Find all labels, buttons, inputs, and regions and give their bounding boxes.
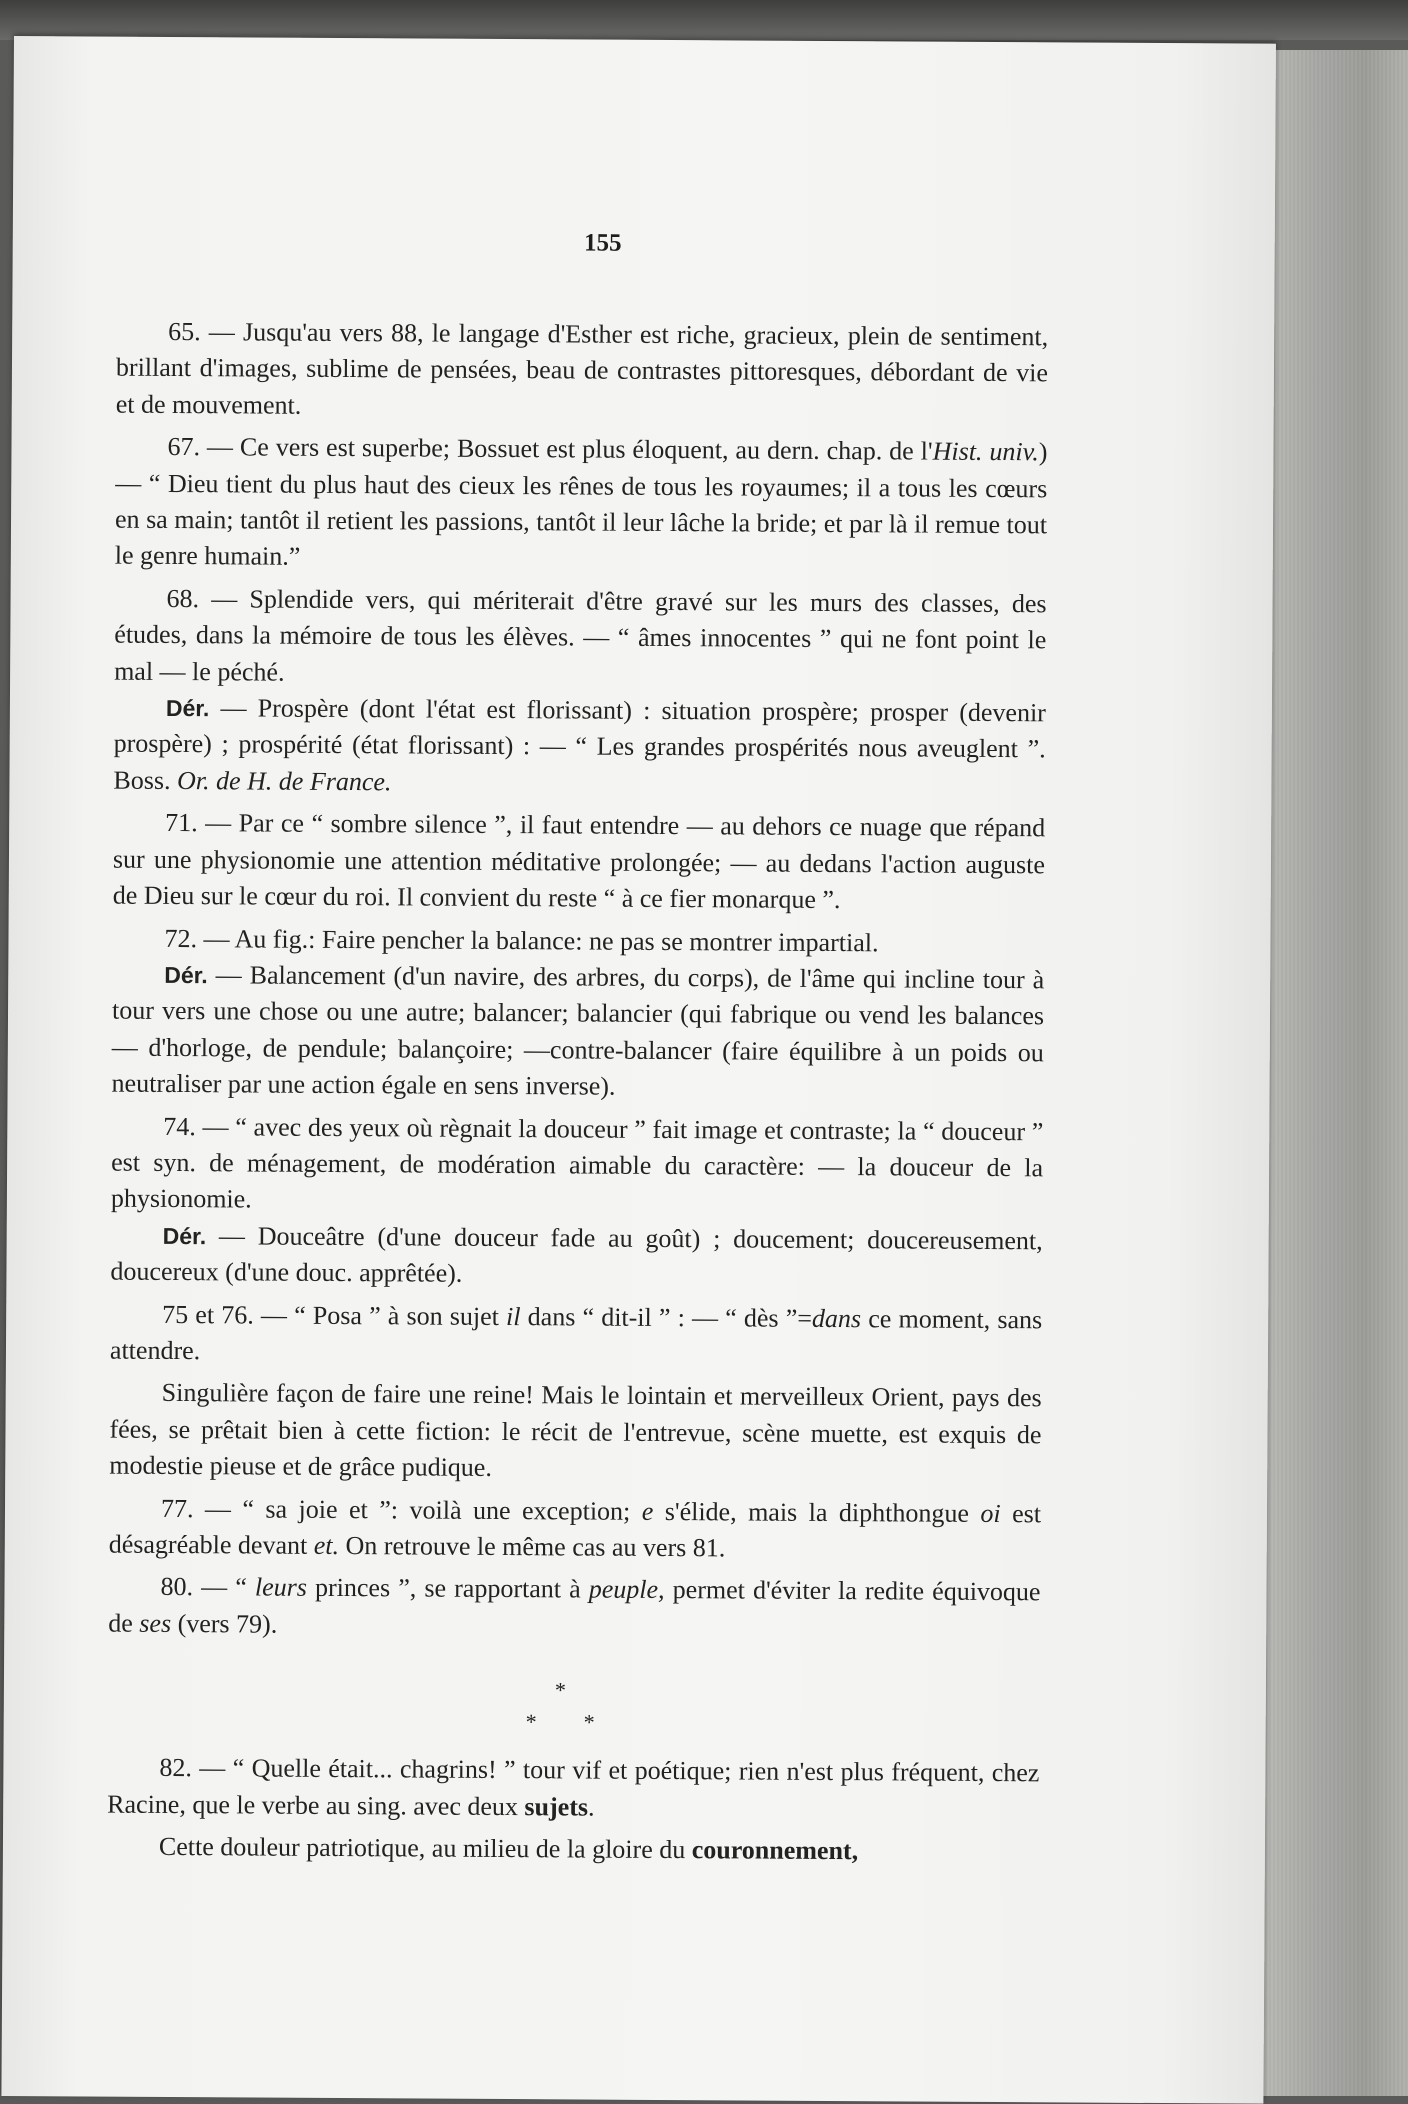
asterisk: * xyxy=(554,1677,566,1703)
derivation-balancement: Dér. — Balancement (d'un navire, des arbres, du corps), de l'âme qui incline tour à tour vers une chose ou une autre; balancer; balancier (qui fabrique ou vend les balances — d'horloge, de pendule; balançoire; —contre-balancer (faire équilibre à un poids ou neutraliser par une action égale en sens inverse). xyxy=(111,960,1045,1101)
page-body xyxy=(107,314,1048,1871)
derivation-prospere: Dér. — Prospère (dont l'état est florissant) : situation prospère; prosper (devenir prospère) ; prospérité (état florissant) : — “ Les grandes prospérités nous aveuglent ”. Boss. Or. de H. de France. xyxy=(113,693,1046,797)
der-label: Dér. xyxy=(164,961,208,989)
section-asterism xyxy=(108,1652,1041,1750)
note-75-76: 75 et 76. — “ Posa ” à son sujet il dans “ dit-il ” : — “ dès ”=dans ce moment, sans attendre. xyxy=(109,1299,1043,1366)
asterisk: * xyxy=(583,1709,595,1735)
der-label: Dér. xyxy=(162,1222,207,1249)
note-71: 71. — Par ce “ sombre silence ”, il faut entendre — au dehors ce nuage que répand sur une physionomie une attention méditative prolongée; — au dedans l'action auguste de Dieu sur le cœur du roi. Il convient du reste “ à ce fier monarque ”. xyxy=(112,808,1046,915)
derivation-douceatre: Dér. — Douceâtre (d'une douceur fade au goût) ; doucement; doucereusement, doucereux (d'une douc. apprêtée). xyxy=(110,1220,1043,1288)
note-80: 80. — “ leurs princes ”, se rapportant à peuple, permet d'éviter la redite équivoque de ses (vers 79). xyxy=(108,1572,1041,1639)
italic-ref: Hist. univ. xyxy=(932,436,1039,467)
note-65: 65. — Jusqu'au vers 88, le langage d'Esther est riche, gracieux, plein de sentiment, brillant d'images, sublime de pensées, beau de contrastes pittoresques, débordant de vie et de mouvement. xyxy=(115,316,1049,420)
note-74: 74. — “ avec des yeux où règnait la douceur ” fait image et contraste; la “ douceur ” est syn. de ménagement, de modération aimable du caractère: — la douceur de la physionomie. xyxy=(110,1111,1044,1214)
note-67: 67. — Ce vers est superbe; Bossuet est plus éloquent, au dern. chap. de l'Hist. univ.) — “ Dieu tient du plus haut des cieux les rênes de tous les royaumes; il a tous les cœurs en sa main; tantôt il retient les passions, tantôt il leur lâche la bride; et par là il remue tout le genre humain.” xyxy=(114,432,1048,572)
note-77: 77. — “ sa joie et ”: voilà une exception; e s'élide, mais la diphthongue oi est désagréable devant et. On retrouve le même cas au vers 81. xyxy=(108,1493,1042,1563)
note-72: 72. — Au fig.: Faire pencher la balance: ne pas se montrer impartial. xyxy=(164,923,879,957)
book-page xyxy=(1,36,1276,2104)
remark-cette-douleur: Cette douleur patriotique, au milieu de la gloire du couronnement, xyxy=(158,1831,859,1866)
page-number: 155 xyxy=(583,229,622,257)
italic-ref: Or. de H. de France. xyxy=(176,765,392,797)
page-edge-stack xyxy=(1262,50,1408,2096)
note-82: 82. — “ Quelle était... chagrins! ” tour vif et poétique; rien n'est plus fréquent, chez Racine, que le verbe au sing. avec deux sujets. xyxy=(107,1753,1040,1822)
der-label: Dér. xyxy=(165,695,210,722)
asterisk: * xyxy=(525,1709,537,1735)
note-68: 68. — Splendide vers, qui mériterait d'être gravé sur les murs des classes, des études, dans la mémoire de tous les élèves. — “ âmes innocentes ” qui ne font point le mal — le péché. xyxy=(114,583,1047,687)
scan-background xyxy=(0,0,1408,40)
remark-singuliere: Singulière façon de faire une reine! Mais le lointain et merveilleux Orient, pays des fées, se prêtait bien à cette fiction: le récit de l'entrevue, scène muette, est exquis de modestie pieuse et de grâce pudique. xyxy=(109,1378,1042,1483)
